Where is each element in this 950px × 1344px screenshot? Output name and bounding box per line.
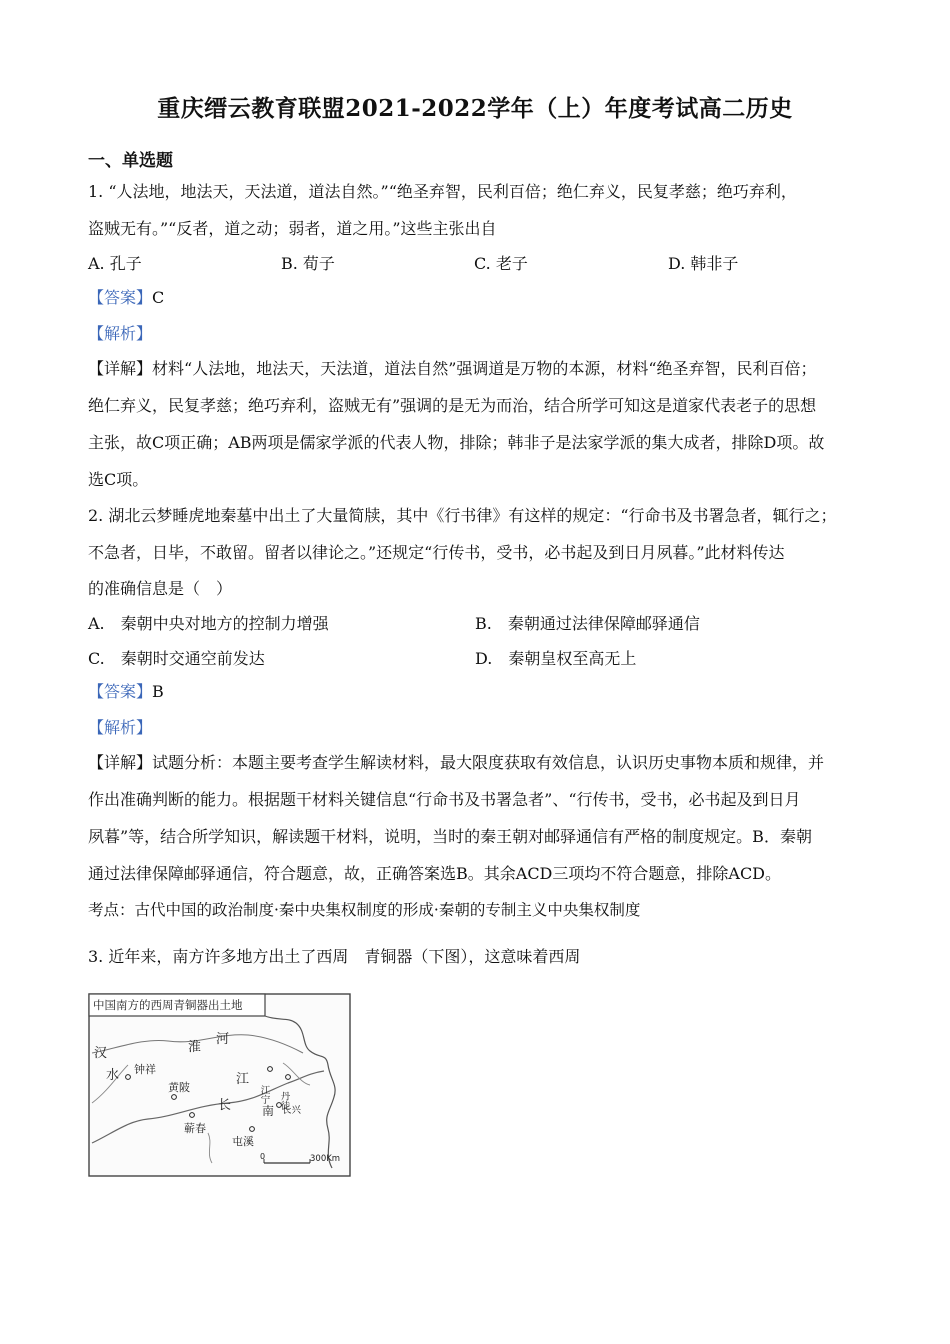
label-he: 河 xyxy=(216,1032,230,1047)
q1-detail-line2: 绝仁弃义，民复孝慈；绝巧弃利，盗贼无有”强调的是无为而治，结合所学可知这是道家代表老子的思想 xyxy=(88,396,817,415)
q1-option-a: A. 孔子 xyxy=(88,254,142,273)
q2-kaodian: 考点：古代中国的政治制度·秦中央集权制度的形成·秦朝的专制主义中央集权制度 xyxy=(88,901,641,919)
q2-option-c: C. 秦朝时交通空前发达 xyxy=(88,649,265,668)
q2-stem-line2: 不急者，日毕，不敢留。留者以律论之。”还规定“行传书，受书，必书起及到日月夙暮。”此材料传达 xyxy=(88,543,785,562)
q2-detail-line3: 夙暮”等，结合所学知识，解读题干材料，说明，当时的秦王朝对邮驿通信有严格的制度规定。B．秦朝 xyxy=(88,827,812,846)
page-title: 重庆缙云教育联盟2021-2022学年（上）年度考试高二历史 xyxy=(157,95,793,122)
q1-answer xyxy=(88,287,164,309)
label-huangpi: 黄陂 xyxy=(168,1081,190,1094)
q1-detail-text1: 材料“人法地，地法天，天法道，道法自然”强调道是万物的本源，材料“绝圣弃智，民利百倍； xyxy=(152,359,817,378)
q2-detail-line1 xyxy=(88,752,824,774)
label-jiang: 江 xyxy=(236,1072,250,1087)
label-nan: 南 xyxy=(262,1104,275,1118)
q2-answer xyxy=(88,681,164,703)
map-title: 中国南方的西周青铜器出土地 xyxy=(93,998,243,1012)
scale-zero: 0 xyxy=(260,1152,266,1161)
label-qichun: 蕲春 xyxy=(184,1122,206,1135)
q1-stem-line2: 盗贼无有。”“反者，道之动；弱者，道之用。”这些主张出自 xyxy=(88,219,497,238)
q2-detail-text1: 试题分析：本题主要考查学生解读材料，最大限度获取有效信息，认识历史事物本质和规律，并 xyxy=(152,753,825,772)
bronze-find-map xyxy=(88,993,351,1177)
q2-option-b: B. 秦朝通过法律保障邮驿通信 xyxy=(475,614,700,633)
section-heading: 一、单选题 xyxy=(88,151,173,171)
label-dantu: 丹徒 xyxy=(278,1091,290,1110)
q1-stem-line1: 1. “人法地，地法天，天法道，道法自然。”“绝圣弃智，民利百倍；绝仁弃义，民复孝慈；绝巧弃利， xyxy=(88,182,797,201)
q2-stem-line1: 2. 湖北云梦睡虎地秦墓中出土了大量简牍，其中《行书律》有这样的规定：“行命书及书署急者，辄行之； xyxy=(88,506,837,525)
q3-stem-line1: 3. 近年来，南方许多地方出土了西周 青铜器（下图），这意味着西周 xyxy=(88,947,581,966)
q2-option-d: D. 秦朝皇权至高无上 xyxy=(475,649,637,668)
q1-analysis-label: 【解析】 xyxy=(88,324,153,343)
label-tunxi: 屯溪 xyxy=(232,1135,254,1148)
scale-label: 300Km xyxy=(310,1154,341,1164)
q2-answer-label: 【答案】 xyxy=(88,682,153,701)
label-huai: 淮 xyxy=(188,1040,202,1055)
q1-detail-line1 xyxy=(88,358,817,380)
q2-detail-line2: 作出准确判断的能力。根据题干材料关键信息“行命书及书署急者”、“行传书，受书，必书起及到日月 xyxy=(88,790,801,809)
q2-stem-line3: 的准确信息是（ ） xyxy=(88,579,233,598)
q2-detail-label: 【详解】 xyxy=(88,753,153,772)
label-han: 汉 xyxy=(94,1046,108,1061)
q1-option-b: B. 荀子 xyxy=(281,254,335,273)
q2-option-a: A. 秦朝中央对地方的控制力增强 xyxy=(88,614,329,633)
q1-detail-line4: 选C项。 xyxy=(88,470,149,489)
q1-option-c: C. 老子 xyxy=(474,254,528,273)
label-jiangning: 江宁 xyxy=(258,1085,270,1104)
label-chang: 长 xyxy=(218,1098,232,1113)
q2-analysis-label: 【解析】 xyxy=(88,718,153,737)
label-shui: 水 xyxy=(106,1068,120,1083)
q1-detail-label: 【详解】 xyxy=(88,359,153,378)
label-zhongxiang: 钟祥 xyxy=(134,1063,156,1076)
q1-answer-value: C xyxy=(152,288,165,307)
q2-detail-line4: 通过法律保障邮驿通信，符合题意，故，正确答案选B。其余ACD三项均不符合题意，排除ACD。 xyxy=(88,864,782,883)
q1-answer-label: 【答案】 xyxy=(88,288,153,307)
q2-answer-value: B xyxy=(152,682,164,701)
q1-detail-line3: 主张，故C项正确；AB两项是儒家学派的代表人物，排除；韩非子是法家学派的集大成者，排除D项。故 xyxy=(88,433,825,452)
label-changxing: 长兴 xyxy=(282,1105,302,1116)
q1-option-d: D. 韩非子 xyxy=(668,254,739,273)
